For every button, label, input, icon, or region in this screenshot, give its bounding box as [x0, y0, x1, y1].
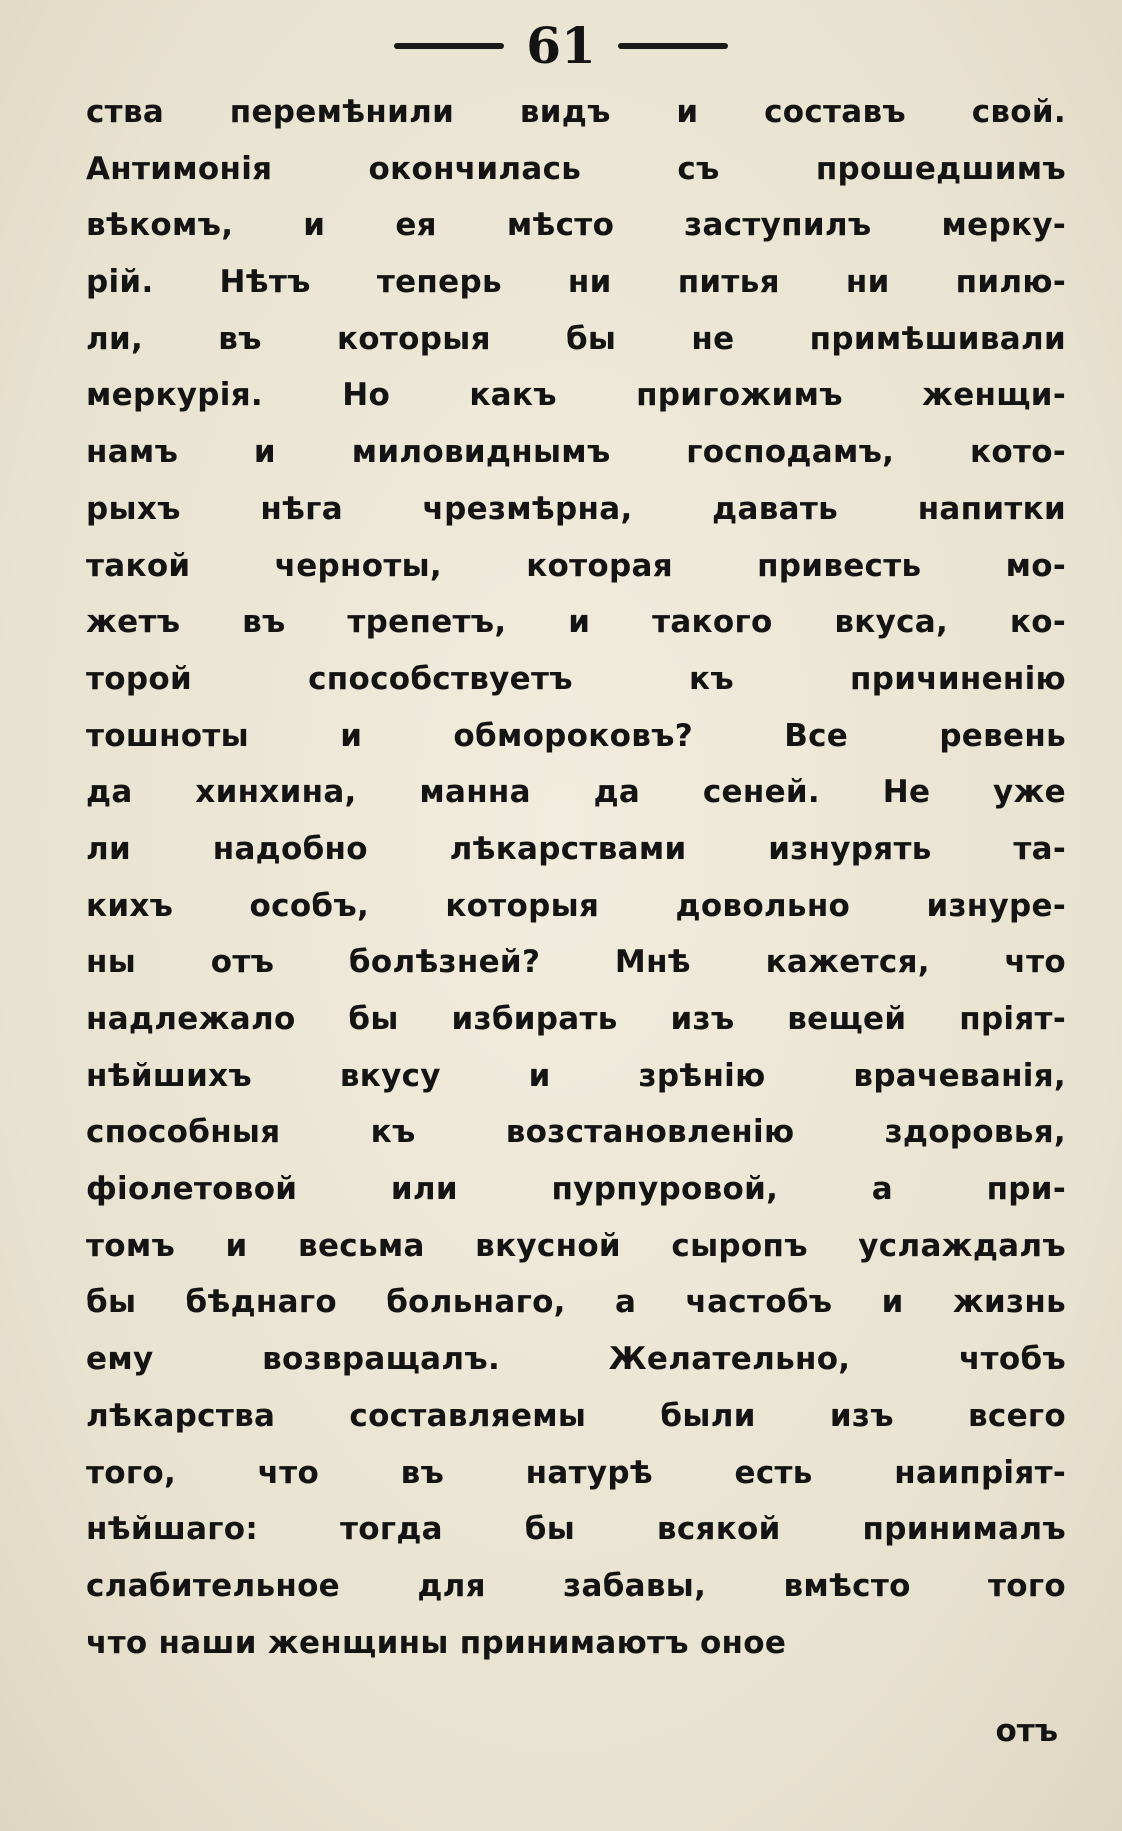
text-line: жетъ въ трепетъ, и такого вкуса, ко- — [86, 604, 1066, 641]
text-line: рій. Нѣтъ теперь ни питья ни пилю- — [86, 264, 1066, 301]
text-line: того, что въ натурѣ есть наипріят- — [86, 1454, 1066, 1491]
text-line: намъ и миловиднымъ господамъ, кото- — [86, 434, 1066, 471]
text-line: вѣкомъ, и ея мѣсто заступилъ мерку- — [86, 207, 1066, 244]
text-line: ли, въ которыя бы не примѣшивали — [86, 320, 1066, 357]
body-text — [86, 84, 1066, 1671]
text-line: бы бѣднаго больнаго, а частобъ и жизнь — [86, 1284, 1066, 1321]
text-line: ему возвращалъ. Желательно, чтобъ — [86, 1341, 1066, 1378]
header-rule-right — [618, 43, 728, 49]
text-line: меркурія. Но какъ пригожимъ женщи- — [86, 377, 1066, 414]
text-line: надлежало бы избирать изъ вещей пріят- — [86, 1001, 1066, 1037]
page-number: 61 — [526, 16, 596, 75]
page-header — [0, 16, 1122, 76]
text-line: да хинхина, манна да сеней. Не уже — [86, 774, 1066, 811]
text-line: лѣкарства составляемы были изъ всего — [86, 1397, 1066, 1434]
text-line: ли надобно лѣкарствами изнурять та- — [86, 830, 1066, 867]
text-line: фіолетовой или пурпуровой, а при- — [86, 1171, 1066, 1208]
text-line: кихъ особъ, которыя довольно изнуре- — [86, 887, 1066, 924]
header-rule-left — [394, 43, 504, 49]
text-line: томъ и весьма вкусной сыропъ услаждалъ — [86, 1227, 1066, 1264]
text-line: способныя къ возстановленію здоровья, — [86, 1114, 1066, 1151]
text-line: ства перемѣнили видъ и составъ свой. — [86, 94, 1066, 130]
text-line: Антимонія окончилась съ прошедшимъ — [86, 150, 1066, 187]
text-line: тошноты и обмороковъ? Все ревень — [86, 717, 1066, 754]
text-line: нѣйшаго: тогда бы всякой принималъ — [86, 1511, 1066, 1548]
text-line: ны отъ болѣзней? Мнѣ кажется, что — [86, 944, 1066, 981]
text-line: что наши женщины принимаютъ оное — [86, 1624, 787, 1661]
text-line: слабительное для забавы, вмѣсто того — [86, 1567, 1066, 1604]
text-line: такой черноты, которая привесть мо- — [86, 547, 1066, 584]
text-line: торой способствуетъ къ причиненію — [86, 660, 1066, 697]
text-line: рыхъ нѣга чрезмѣрна, давать напитки — [86, 490, 1066, 527]
catchword: отъ — [995, 1713, 1058, 1749]
text-line: нѣйшихъ вкусу и зрѣнію врачеванія, — [86, 1057, 1066, 1094]
